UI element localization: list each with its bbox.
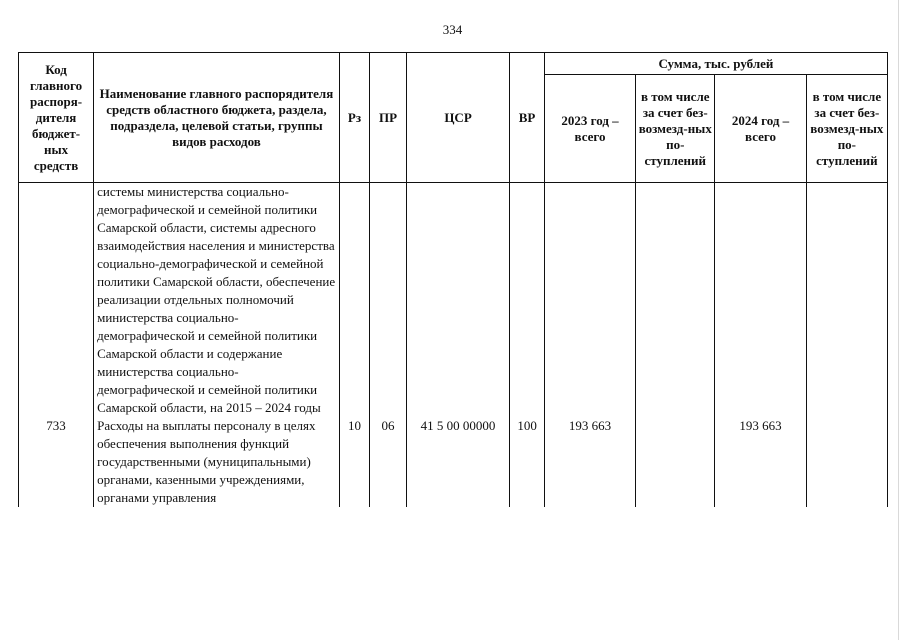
row-csr: 41 5 00 00000 (406, 417, 510, 507)
scan-edge-line (898, 0, 899, 640)
header-vr: ВР (510, 53, 545, 183)
row-code: 733 (19, 417, 94, 507)
row-2023-total: 193 663 (544, 417, 635, 507)
header-2024-total: 2024 год – всего (715, 75, 806, 183)
page-number: 334 (442, 22, 463, 37)
header-2024-gratis: в том числе за счет без-возмезд-ных по-ступлений (806, 75, 887, 183)
row-name: Расходы на выплаты персоналу в целях обеспечения выполнения функций государственными (муниципальными) органами, казенными учреждениями, органами управления (94, 417, 340, 507)
table-row (19, 417, 888, 507)
header-csr: ЦСР (406, 53, 510, 183)
header-name: Наименование главного распорядителя средств областного бюджета, раздела, подраздела, целевой статьи, группы видов расходов (94, 53, 340, 183)
budget-table (18, 52, 888, 507)
row-2024-total: 193 663 (715, 417, 806, 507)
row-rz: 10 (339, 417, 369, 507)
row-vr: 100 (510, 417, 545, 507)
header-rz: Рз (339, 53, 369, 183)
table-row-continuation (19, 183, 888, 418)
row-2024-gratis (806, 417, 887, 507)
row-2023-gratis (636, 417, 715, 507)
header-2023-total: 2023 год – всего (544, 75, 635, 183)
continuation-text: системы министерства социально-демографической и семейной политики Самарской области, системы адресного взаимодействия населения и министерства социально-демографической и семейной политики Самарской области, обеспечение реализации отдельных полномочий министерства социально-демографической и семейной политики Самарской области и содержание министерства социально-демографической и семейной политики Самарской области, на 2015 – 2024 годы (94, 183, 340, 418)
header-pr: ПР (370, 53, 407, 183)
header-2023-gratis: в том числе за счет без-возмезд-ных по-ступлений (636, 75, 715, 183)
header-code: Код главного распоря-дителя бюджет-ных средств (19, 53, 94, 183)
header-sum-group: Сумма, тыс. рублей (544, 53, 887, 75)
row-pr: 06 (370, 417, 407, 507)
